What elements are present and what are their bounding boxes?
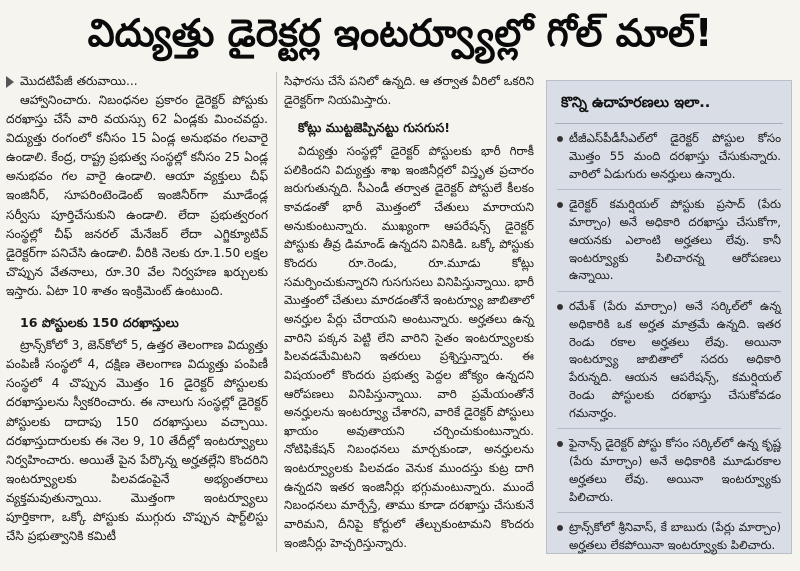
paragraph: ఆహ్వానించారు. నిబంధనల ప్రకారం డైరెక్టర్ పోస్టుకు దరఖాస్తు చేసే వారి వయస్సు 62 ఏండ్లకు మించవద్దు. విద్యుత్తు రంగంలో కనీసం 15 ఏండ్ల అనుభవం గలవారై ఉండాలి. కేంద్ర, రాష్ట్ర ప్రభుత్వ సంస్థల్లో కనీసం 25 ఏండ్ల అనుభవం గల వారై ఉండాలి. ఆయా వ్యక్తులు చీఫ్ ఇంజినీర్, సూపరింటెండెంట్ ఇంజినీర్‌గా మూడేండ్ల సర్వీసు పూర్తిచేసుకుని ఉండాలి. లేదా ప్రభుత్వరంగ సంస్థల్లో చీఫ్ జనరల్ మేనేజర్ లేదా ఎగ్జిక్యూటివ్ డైరెక్టర్‌గా పనిచేసి ఉండాలి. వీరికి నెలకు రూ.1.50 లక్షల చొప్పున వేతనాలు, రూ.30 వేల నిర్వహణ ఖర్చులకు ఇస్తారు. ఏటా 10 శాతం ఇంక్రిమెంట్ ఉంటుంది. — [6, 93, 268, 298]
continuation-kicker — [6, 72, 268, 91]
headline: విద్యుత్తు డైరెక్టర్ల ఇంటర్వ్యూల్లో గోల్ మాల్! — [87, 11, 713, 55]
subheading: కోట్లు ముట్టజెప్పినట్టు గుసగుస! — [298, 120, 451, 136]
column-divider — [276, 72, 277, 552]
examples-sidebar-box — [546, 80, 792, 554]
list-item: డైరెక్టర్ కమర్షియల్ పోస్టుకు ప్రసాద్ (పేరు మార్చాం) అనే అధికారి దరఖాస్తు చేసుకోగా, ఆయనకు ఎలాంటి అర్హతలు లేవు. కానీ ఇంటర్వ్యూకు పిలిచారన్న ఆరోపణలు ఉన్నాయి. — [557, 189, 781, 291]
examples-list — [547, 124, 791, 561]
list-item: రమేశ్ (పేరు మార్చాం) అనే సర్కిల్‌లో ఉన్న అధికారికి ఒక అర్హత మాత్రమే ఉన్నది. ఇతర రెండు రకాల అర్హతలు లేవు. అయినా ఇంటర్వ్యూ జాబితాలో సదరు అధికారి పేరున్నది. ఆయన ఆపరేషన్స్, కమర్షియల్ రెండు పోస్టులకు దరఖాస్తు చేసుకోవడం గమనార్హం. — [557, 291, 781, 428]
list-item: ఫైనాన్స్ డైరెక్టర్ పోస్టు కోసం సర్కిల్‌లో ఉన్న కృష్ణ (పేరు మార్చాం) అనే అధికారికి మూడురకాల అర్హతలు లేవు. అయినా ఇంటర్వ్యూకు పిలిచారు. — [557, 428, 781, 512]
subheading: 16 పోస్టులకు 150 దరఖాస్తులు — [20, 315, 179, 331]
bullet-icon — [557, 525, 563, 531]
triangle-arrow-icon — [6, 76, 14, 88]
paragraph: విద్యుత్తు సంస్థల్లో డైరెక్టర్ పోస్టులకు భారీ గిరాకీ పలికిందని విద్యుత్తు శాఖ ఇంజినీర్లలో విస్తృత ప్రచారం జరుగుతున్నది. సీఎండీ తర్వాత డైరెక్టర్ పోస్టులే కీలకం కావడంతో భారీ మొత్తంలో చేతులు మారాయని అనుకుంటున్నారు. ముఖ్యంగా ఆపరేషన్స్ డైరెక్టర్ పోస్టుకు తీవ్ర డిమాండ్ ఉన్నదని వినికిడి. ఒక్కో పోస్టుకు కొందరు రూ.రెండు, రూ.మూడు కోట్లు సమర్పించుకున్నారని గుసగుసలు వినిపిస్తున్నాయి. భారీ మొత్తంలో చేతులు మారడంతోనే ఇంటర్వ్యూ జాబితాలో అనర్హుల పేర్లు చేరాయని అంటున్నారు. అర్హతలు ఉన్న వారిని పక్కన పెట్టి లేని వారిని సైతం ఇంటర్వ్యూలకు పిలవడమేమిటని ఇతరులు ప్రశ్నిస్తున్నారు. ఈ విషయంలో కొందరు ప్రభుత్వ పెద్దల జోక్యం ఉన్నదని ఆరోపణలు వినిపిస్తున్నాయి. వారి ప్రమేయంతోనే అనర్హులను ఇంటర్వ్యూ చేశారని, వారికే డైరెక్టర్ పోస్టులు ఖాయం అవుతాయని చర్చించుకుంటున్నారు. నోటిఫికేషన్ నిబంధనలు మార్చకుండా, అనర్హులను ఇంటర్వ్యూలకు పిలవడం వెనుక ముందస్తు కుట్ర దాగి ఉన్నదని ఇతర ఇంజినీర్లు భగ్గుమంటున్నారు. ముందే నిబంధనలు మార్చేస్తే, తాము కూడా దరఖాస్తు చేసుకునే వారిమని, దీనిపై కోర్టులో తేల్చుకుంటామని కొందరు ఇంజినీర్లు హెచ్చరిస్తున్నారు. — [284, 143, 534, 550]
list-item: టీజీఎస్‌పీడీసీఎల్‌లో డైరెక్టర్ పోస్టుల కోసం మొత్తం 55 మంది దరఖాస్తు చేసుకున్నారు. వారిలో ఏడుగురు అనర్హులు ఉన్నారు. — [557, 130, 781, 189]
box-title: కొన్ని ఉదాహరణలు ఇలా.. — [561, 95, 711, 111]
article-column-2 — [284, 72, 534, 552]
bullet-icon — [557, 202, 563, 208]
list-item: ట్రాన్స్‌కోలో శ్రీనివాస్, కే బాబురు (పేర్లు మార్చాం) అర్హతలు లేకపోయినా ఇంటర్వ్యూకు పిలిచారు. — [557, 512, 781, 561]
bullet-icon — [557, 136, 563, 142]
article-column-1 — [6, 72, 268, 546]
paragraph: ట్రాన్స్‌కోలో 3, జెన్‌కోలో 5, ఉత్తర తెలంగాణ విద్యుత్తు పంపిణీ సంస్థలో 4, దక్షిణ తెలంగాణ విద్యుత్తు పంపిణీ సంస్థలో 4 చొప్పున మొత్తం 16 డైరెక్టర్ పోస్టులకు దరఖాస్తులను స్వీకరించారు. ఈ నాలుగు సంస్థల్లో డైరెక్టర్ పోస్టులకు దాదాపు 150 దరఖాస్తులు వచ్చాయి. దరఖాస్తుదారులకు ఈ నెల 9, 10 తేదీల్లో ఇంటర్వ్యూలు నిర్వహించారు. అయితే పైన పేర్కొన్న అర్హతల్లేని కొందరిని ఇంటర్వ్యూలకు పిలవడంపైనే అభ్యంతరాలు వ్యక్తమవుతున్నాయి. మొత్తంగా ఇంటర్వ్యూలు పూర్తికాగా, ఒక్కో పోస్టుకు ముగ్గురు చొప్పున షార్ట్‌లిస్టు చేసి ప్రభుత్వానికి కమిటీ — [6, 338, 268, 544]
paragraph: సిఫారసు చేసే పనిలో ఉన్నది. ఆ తర్వాత వీరిలో ఒకరిని డైరెక్టర్‌గా నియమిస్తారు. — [284, 74, 534, 107]
bullet-icon — [557, 441, 563, 447]
bullet-icon — [557, 304, 563, 310]
kicker-label: మొదటిపేజీ తరువాయి... — [20, 73, 138, 88]
